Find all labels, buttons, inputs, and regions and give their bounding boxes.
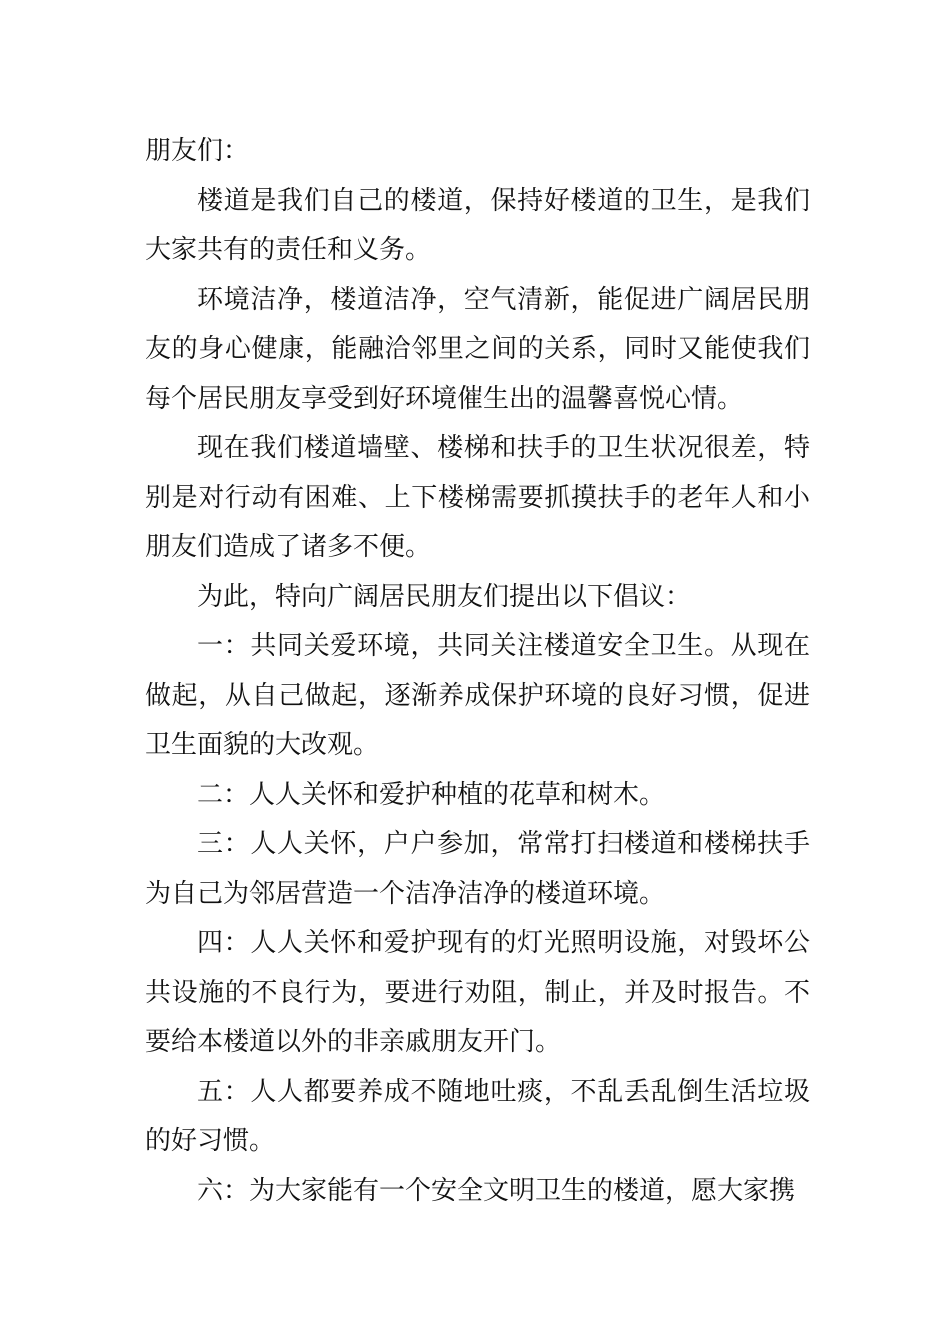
paragraph-environment: 环境洁净，楼道洁净，空气清新，能促进广阔居民朋友的身心健康，能融洽邻里之间的关系，同时又能使我们每个居民朋友享受到好环境催生出的温馨喜悦心情。 <box>145 284 810 414</box>
proposal-item-2: 二：人人关怀和爱护种植的花草和树木。 <box>197 779 666 810</box>
proposal-item-4: 四：人人关怀和爱护现有的灯光照明设施，对毁坏公共设施的不良行为，要进行劝阻，制止，并及时报告。不要给本楼道以外的非亲戚朋友开门。 <box>145 928 810 1057</box>
paragraph-current-state: 现在我们楼道墙壁、楼梯和扶手的卫生状况很差，特别是对行动有困难、上下楼梯需要抓摸扶手的老年人和小朋友们造成了诸多不便。 <box>145 433 810 562</box>
document-body <box>145 127 810 1216</box>
proposal-item-5: 五：人人都要养成不随地吐痰，不乱丢乱倒生活垃圾的好习惯。 <box>145 1076 810 1156</box>
proposal-item-1: 一：共同关爱环境，共同关注楼道安全卫生。从现在做起，从自己做起，逐渐养成保护环境的良好习惯，促进卫生面貌的大改观。 <box>145 631 810 760</box>
paragraph-proposal-intro: 为此，特向广阔居民朋友们提出以下倡议： <box>197 581 692 612</box>
salutation: 朋友们： <box>145 136 250 166</box>
proposal-item-6: 六：为大家能有一个安全文明卫生的楼道，愿大家携 <box>197 1175 796 1206</box>
proposal-item-3: 三：人人关怀，户户参加，常常打扫楼道和楼梯扶手为自己为邻居营造一个洁净洁净的楼道环境。 <box>145 829 810 909</box>
paragraph-intro: 楼道是我们自己的楼道，保持好楼道的卫生，是我们大家共有的责任和义务。 <box>145 185 810 265</box>
